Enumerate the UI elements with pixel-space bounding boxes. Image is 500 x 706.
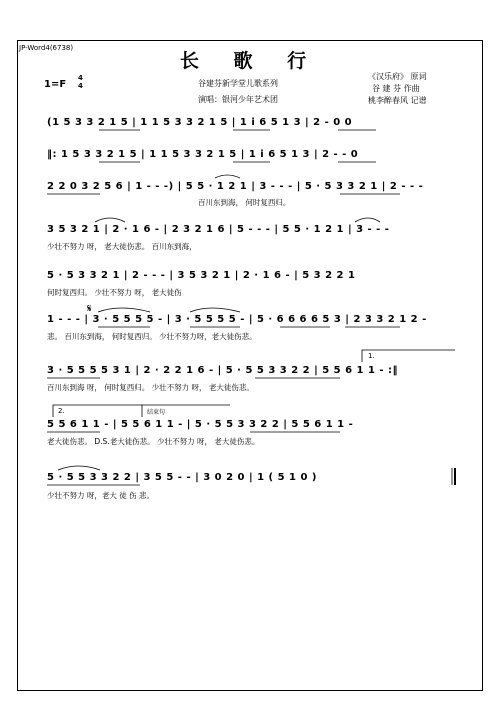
ending-label: 结束句 xyxy=(147,409,166,416)
volta-1-label: 1. xyxy=(368,352,375,360)
slur xyxy=(355,218,380,222)
notation-row-4: 3 5 3 2 1 | 2 · 1 6 - | 2 3 2 1 6 | 5 - - - | 5 5 · 1 2 1 | 3 - - - xyxy=(47,224,390,235)
lyric-row-4: 少壮不努力 呀， 老大徒伤悲。 百川东到海， xyxy=(47,242,197,251)
time-signature: 4 4 xyxy=(78,74,83,90)
volta-1-bracket xyxy=(362,350,455,362)
slur xyxy=(58,466,100,470)
credit-transcriber: 桃李醉春风 记谱 xyxy=(368,96,427,105)
volta-2-label: 2. xyxy=(58,407,65,415)
lyric-row-8: 老大徒伤悲。 D.S.老大徒伤悲。 少壮不努力 呀， 老大徒伤悲。 xyxy=(47,437,260,446)
notation-row-8: 5 5 6 1 1 - | 5 5 6 1 1 - | 5 · 5 5 3 3 2 2 | 5 5 6 1 1 - xyxy=(47,419,354,430)
key-signature: 1=F xyxy=(44,79,67,90)
lyric-row-9: 少壮不努力 呀，老大 徒 伤 悲。 xyxy=(47,491,155,500)
series-name: 谷建芬新学堂儿歌系列 xyxy=(198,79,278,88)
page-title: 长 歌 行 xyxy=(179,50,321,72)
notation-row-7: 3 · 5 5 5 5 3 1 | 2 · 2 2 1 6 - | 5 · 5 5 3 3 2 2 | 5 5 6 1 1 - :‖ xyxy=(47,365,399,376)
slur xyxy=(95,218,125,222)
lyric-row-3: 百川东到海， 何时复西归。 xyxy=(198,198,291,207)
segno-mark: 𝄋 xyxy=(87,302,92,315)
slur xyxy=(98,308,150,312)
lyric-row-6: 悲。 百川东到海， 何时复西归。 少壮不努力呀，老大徒伤悲。 xyxy=(47,332,257,341)
credit-lyrics: 《汉乐府》 原词 xyxy=(368,72,427,81)
volta-2-bracket xyxy=(53,405,142,417)
performer: 演唱：银河少年艺术团 xyxy=(198,95,278,104)
score-code: JP-Word4(6738) xyxy=(19,44,74,52)
notation-row-3: 2 2 0 3 2 5 6 | 1 - - -) | 5 5 · 1 2 1 | 3 - - - | 5 · 5 3 3 2 1 | 2 - - - xyxy=(47,181,424,192)
notation-row-1: (1 5 3 3 2 1 5 | 1 1 5 3 3 2 1 5 | 1 i 6 5 1 3 | 2 - 0 0 xyxy=(47,117,353,128)
slur xyxy=(215,175,240,178)
ending-bracket xyxy=(142,405,230,417)
credit-music: 谷 建 芬 作曲 xyxy=(372,84,420,93)
slur xyxy=(190,308,240,312)
notation-row-9: 5 · 5 5 3 3 2 2 | 3 5 5 - - | 3 0 2 0 | 1 ( 5 1 0 ) xyxy=(47,472,317,483)
notation-row-6: 1 - - - | 3 · 5 5 5 5 - | 3 · 5 5 5 5 - | 5 · 6 6 6 6 5 3 | 2 3 3 2 1 2 - xyxy=(47,314,427,325)
notation-row-2: ‖: 1 5 3 3 2 1 5 | 1 1 5 3 3 2 1 5 | 1 i 6 5 1 3 | 2 - - 0 xyxy=(47,149,359,160)
lyric-row-7: 百川东到海 呀， 何时复西归。 少壮不努力 呀， 老大徒伤悲。 xyxy=(47,383,254,392)
lyric-row-5: 何时复西归。 少壮不努力 呀， 老大徒伤 xyxy=(47,288,182,297)
notation-row-5: 5 · 5 3 3 2 1 | 2 - - - | 3 5 3 2 1 | 2 · 1 6 - | 5 3 2 2 1 xyxy=(47,270,356,281)
